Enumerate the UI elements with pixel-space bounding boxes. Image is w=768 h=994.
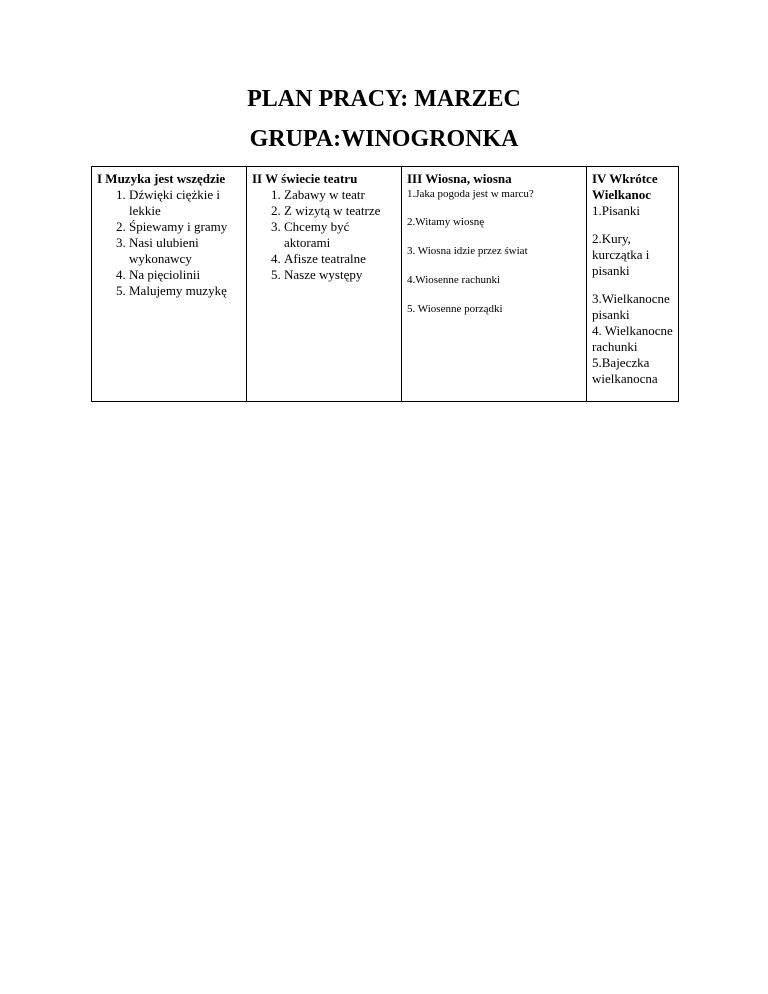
week-3-cell — [402, 167, 587, 402]
week-1-list — [97, 187, 241, 299]
list-item: 1.Pisanki — [592, 203, 641, 218]
list-item: 2.Witamy wiosnę — [407, 216, 485, 228]
list-item: 4. Afisze teatralne — [284, 251, 396, 267]
list-item: 4. Na pięciolinii — [129, 267, 241, 283]
list-item: 5.Bajeczka wielkanocna — [592, 355, 658, 386]
week-1-heading: I Muzyka jest wszędzie — [97, 171, 226, 186]
list-item: 4.Wiosenne rachunki — [407, 274, 501, 286]
week-1-cell — [92, 167, 247, 402]
week-2-list — [252, 187, 396, 283]
list-item: 3.Wielkanocne pisanki — [592, 291, 670, 322]
list-item: 3. Wiosna idzie przez świat — [407, 245, 528, 257]
list-item: 5. Malujemy muzykę — [129, 283, 241, 299]
list-item: 2. Z wizytą w teatrze — [284, 203, 396, 219]
week-2-cell — [247, 167, 402, 402]
plan-row — [92, 167, 679, 402]
list-item: 4. Wielkanocne rachunki — [592, 323, 673, 354]
list-item: 3. Chcemy być aktorami — [284, 219, 396, 251]
list-item: 5. Nasze występy — [284, 267, 396, 283]
week-4-cell — [587, 167, 679, 402]
list-item: 5. Wiosenne porządki — [407, 303, 503, 315]
plan-table — [91, 166, 679, 402]
week-3-heading: III Wiosna, wiosna — [407, 171, 512, 186]
list-item: 3. Nasi ulubieni wykonawcy — [129, 235, 241, 267]
list-item: 1.Jaka pogoda jest w marcu? — [407, 188, 534, 200]
list-item: 2. Śpiewamy i gramy — [129, 219, 241, 235]
list-item: 2.Kury, kurczątka i pisanki — [592, 231, 650, 278]
list-item: 1. Dźwięki ciężkie i lekkie — [129, 187, 241, 219]
group-title: GRUPA:WINOGRONKA — [249, 126, 519, 152]
week-4-heading: IV Wkrótce Wielkanoc — [592, 171, 658, 202]
page-title: PLAN PRACY: MARZEC — [247, 86, 521, 112]
list-item: 1. Zabawy w teatr — [284, 187, 396, 203]
week-2-heading: II W świecie teatru — [252, 171, 358, 186]
